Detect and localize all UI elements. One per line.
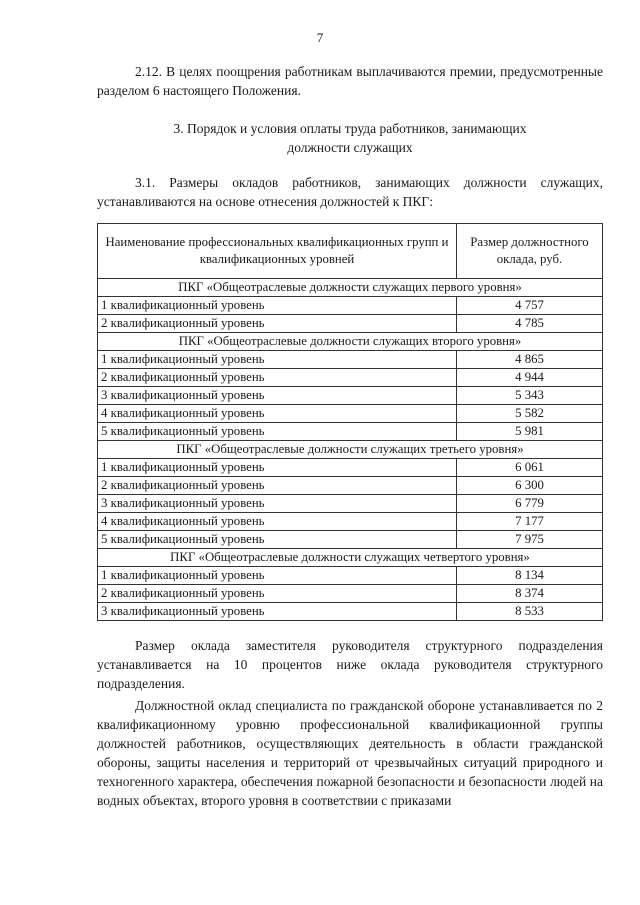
paragraph-deputy-salary: Размер оклада заместителя руководителя структурного подразделения устанавливается на 10 процентов ниже оклада руководителя структурного подразделения. bbox=[97, 638, 603, 691]
salary-value: 8 533 bbox=[457, 603, 603, 621]
qualification-level: 2 квалификационный уровень bbox=[98, 477, 457, 495]
table-group-row bbox=[98, 549, 603, 567]
table-group-row bbox=[98, 441, 603, 459]
table-header-row bbox=[98, 224, 603, 279]
salary-value: 4 865 bbox=[457, 351, 603, 369]
qualification-level: 5 квалификационный уровень bbox=[98, 531, 457, 549]
salary-value: 7 177 bbox=[457, 513, 603, 531]
header-salary-size: Размер должностного оклада, руб. bbox=[457, 224, 603, 279]
qualification-level: 1 квалификационный уровень bbox=[98, 459, 457, 477]
group-title: ПКГ «Общеотраслевые должности служащих четвертого уровня» bbox=[98, 549, 603, 567]
table-row bbox=[98, 297, 603, 315]
group-title: ПКГ «Общеотраслевые должности служащих первого уровня» bbox=[98, 279, 603, 297]
paragraph-2-12: 2.12. В целях поощрения работникам выплачиваются премии, предусмотренные разделом 6 настоящего Положения. bbox=[97, 64, 603, 98]
qualification-level: 4 квалификационный уровень bbox=[98, 513, 457, 531]
qualification-level: 2 квалификационный уровень bbox=[98, 369, 457, 387]
table-row bbox=[98, 459, 603, 477]
header-group-name: Наименование профессиональных квалификационных групп и квалификационных уровней bbox=[98, 224, 457, 279]
group-title: ПКГ «Общеотраслевые должности служащих третьего уровня» bbox=[98, 441, 603, 459]
table-row bbox=[98, 405, 603, 423]
salary-value: 5 582 bbox=[457, 405, 603, 423]
salary-value: 5 343 bbox=[457, 387, 603, 405]
qualification-level: 2 квалификационный уровень bbox=[98, 315, 457, 333]
qualification-level: 5 квалификационный уровень bbox=[98, 423, 457, 441]
table-row bbox=[98, 603, 603, 621]
salary-value: 4 785 bbox=[457, 315, 603, 333]
table-row bbox=[98, 387, 603, 405]
qualification-level: 1 квалификационный уровень bbox=[98, 351, 457, 369]
table-row bbox=[98, 351, 603, 369]
table-row bbox=[98, 315, 603, 333]
salary-value: 8 374 bbox=[457, 585, 603, 603]
table-group-row bbox=[98, 279, 603, 297]
table-row bbox=[98, 369, 603, 387]
qualification-level: 1 квалификационный уровень bbox=[98, 297, 457, 315]
salary-value: 7 975 bbox=[457, 531, 603, 549]
table-row bbox=[98, 567, 603, 585]
salary-value: 6 779 bbox=[457, 495, 603, 513]
group-title: ПКГ «Общеотраслевые должности служащих второго уровня» bbox=[98, 333, 603, 351]
table-row bbox=[98, 477, 603, 495]
section-3-title-line1: 3. Порядок и условия оплаты труда работников, занимающих bbox=[173, 121, 527, 136]
paragraph-civil-defense: Должностной оклад специалиста по гражданской обороне устанавливается по 2 квалификационному уровню профессиональной квалификационной группы должностей работников, осуществляющих деятельность в области гражданской обороны, защиты населения и территорий от чрезвычайных ситуаций природного и техногенного характера, обеспечения пожарной безопасности и безопасности людей на водных объектах, второго уровня в соответствии с приказами bbox=[97, 698, 603, 808]
qualification-level: 1 квалификационный уровень bbox=[98, 567, 457, 585]
salary-value: 5 981 bbox=[457, 423, 603, 441]
qualification-level: 3 квалификационный уровень bbox=[98, 495, 457, 513]
table-row bbox=[98, 423, 603, 441]
qualification-level: 2 квалификационный уровень bbox=[98, 585, 457, 603]
table-row bbox=[98, 585, 603, 603]
table-row bbox=[98, 495, 603, 513]
salary-value: 6 300 bbox=[457, 477, 603, 495]
table-row bbox=[98, 531, 603, 549]
salary-value: 8 134 bbox=[457, 567, 603, 585]
salary-table-body bbox=[98, 279, 603, 621]
paragraph-3-1: 3.1. Размеры окладов работников, занимающих должности служащих, устанавливаются на основе отнесения должностей к ПКГ: bbox=[97, 175, 603, 209]
salary-value: 4 757 bbox=[457, 297, 603, 315]
salary-value: 6 061 bbox=[457, 459, 603, 477]
section-3-title-line2: должности служащих bbox=[287, 140, 413, 155]
table-row bbox=[98, 513, 603, 531]
salary-value: 4 944 bbox=[457, 369, 603, 387]
page-number: 7 bbox=[316, 30, 324, 45]
table-group-row bbox=[98, 333, 603, 351]
qualification-level: 3 квалификационный уровень bbox=[98, 387, 457, 405]
salary-table bbox=[97, 223, 603, 621]
qualification-level: 4 квалификационный уровень bbox=[98, 405, 457, 423]
qualification-level: 3 квалификационный уровень bbox=[98, 603, 457, 621]
